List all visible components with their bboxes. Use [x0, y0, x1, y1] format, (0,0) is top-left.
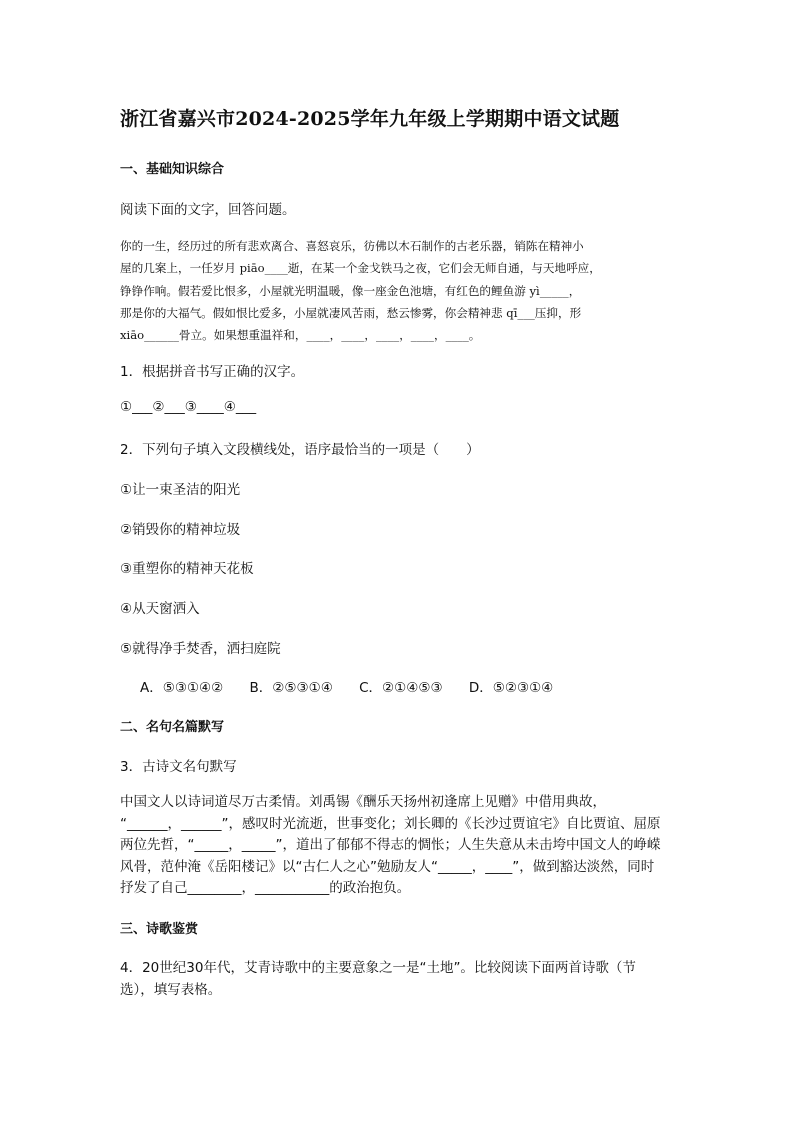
q3-line: 风骨，范仲淹《岳阳楼记》以“古仁人之心”勉励友人“_____，____”，做到豁达淡然，同时	[120, 858, 655, 875]
option-item-3: ③重塑你的精神天花板	[120, 561, 254, 577]
q3-line: 中国文人以诗词道尽万古柔情。刘禹锡《酬乐天扬州初逢席上见赠》中借用典故，	[120, 794, 606, 810]
q3-line: 抒发了自己________，___________的政治抱负。	[120, 880, 411, 896]
option-item-5: ⑤就得净手焚香，洒扫庭院	[120, 641, 281, 657]
q3-line: 两位先哲，“_____，_____”，道出了郁郁不得志的惆怅；人生失意从未击垮中国文人的峥嵘	[120, 837, 661, 853]
section-heading-basics: 一、基础知识综合	[120, 162, 225, 177]
choice-b[interactable]: B．②⑤③①④	[249, 680, 333, 696]
choice-a[interactable]: A．⑤③①④②	[140, 680, 224, 696]
question-1-blanks: ①___②___③____④___	[120, 399, 257, 415]
section-heading-poetry: 三、诗歌鉴赏	[120, 922, 199, 937]
page-title: 浙江省嘉兴市2024-2025学年九年级上学期期中语文试题	[120, 108, 620, 130]
option-item-4: ④从天窗洒入	[120, 601, 200, 617]
q4-line: 选），填写表格。	[120, 982, 222, 998]
passage-line: 铮铮作响。假若爱比恨多，小屋就光明温暖，像一座金色池塘，有红色的鲤鱼游 yì_____，	[120, 283, 581, 298]
question-3-text	[120, 792, 676, 900]
option-item-1: ①让一束圣洁的阳光	[120, 482, 241, 498]
q3-line: “______，______”，感叹时光流逝，世事变化；刘长卿的《长沙过贾谊宅》自比贾谊、屈原	[120, 815, 661, 832]
passage-line: 你的一生，经历过的所有悲欢离合、喜怒哀乐，彷佛以木石制作的古老乐器，销陈在精神小	[120, 239, 584, 253]
passage-line: xiāo______骨立。如果想重温祥和，____，____，____，____，____。	[120, 328, 481, 343]
option-item-2: ②销毁你的精神垃圾	[120, 522, 241, 538]
question-1: 1．根据拼音书写正确的汉字。	[120, 364, 305, 380]
passage-line: 那是你的大福气。假如恨比爱多，小屋就凄风苦雨，愁云惨雾，你会精神悲 qī___压抑，形	[120, 305, 582, 320]
question-4-text	[120, 957, 676, 1001]
question-3: 3．古诗文名句默写	[120, 759, 237, 775]
passage-line: 屋的几案上，一任岁月 piāo____逝，在某一个金戈铁马之夜，它们会无师自通，与天地呼应，	[120, 261, 601, 276]
reading-passage	[120, 235, 676, 346]
choice-d[interactable]: D．⑤②③①④	[468, 680, 554, 696]
reading-instruction: 阅读下面的文字，回答问题。	[120, 202, 296, 218]
q4-line: 4．20世纪30年代，艾青诗歌中的主要意象之一是“土地”。比较阅读下面两首诗歌（节	[120, 960, 636, 976]
answer-choices	[140, 676, 575, 696]
section-heading-recitation: 二、名句名篇默写	[120, 720, 225, 735]
choice-c[interactable]: C．②①④⑤③	[359, 680, 443, 696]
question-2: 2．下列句子填入文段横线处，语序最恰当的一项是（ ）	[120, 442, 480, 458]
